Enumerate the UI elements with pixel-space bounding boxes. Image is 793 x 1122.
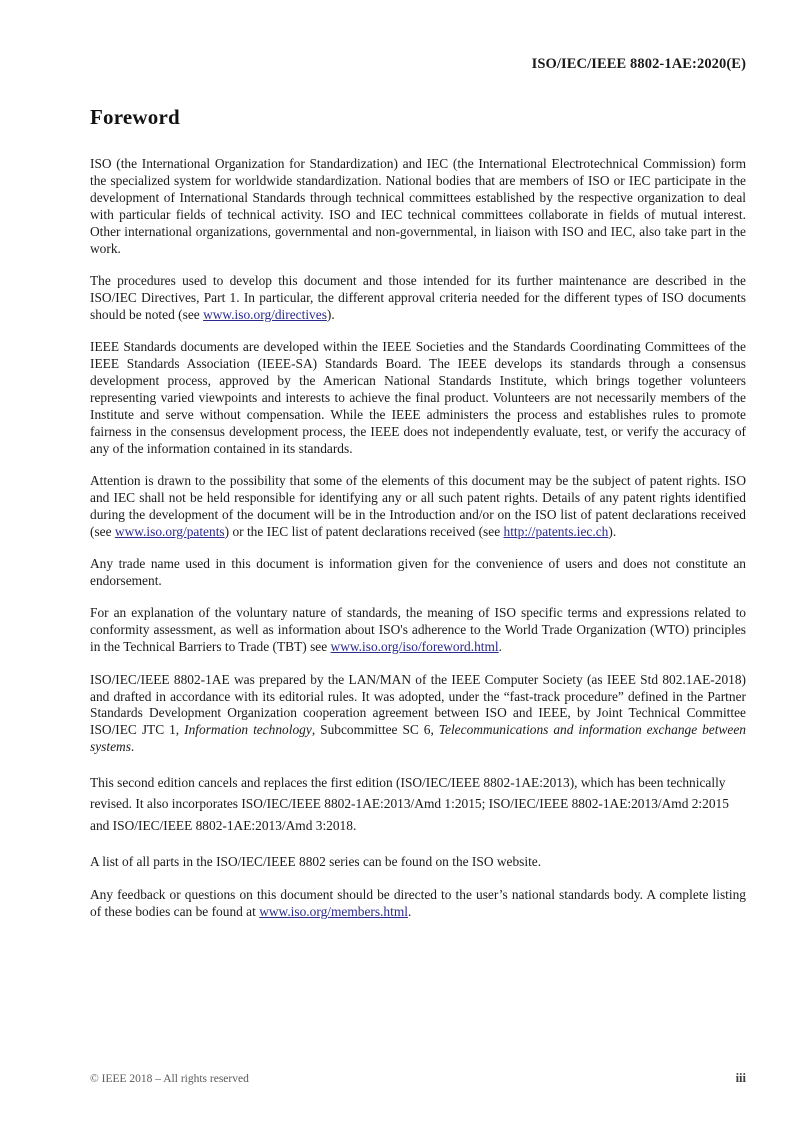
paragraph-text: IEEE Standards documents are developed within the IEEE Societies and the Standards Coordinating Committees of the IEEE Standards Association (IEEE-SA) Standards Board. The IEEE develops its standards through a consensus development process, approved by the American National Standards Institute, which brings together volunteers representing varied viewpoints and interests to achieve the final product. Volunteers are not necessarily members of the Institute and serve without compensation. While the IEEE administers the process and establishes rules to promote fairness in the consensus development process, the IEEE does not independently evaluate, test, or verify the accuracy of any of the information contained in its standards. [90, 339, 746, 456]
page-title: Foreword [90, 105, 180, 129]
link-iso-directives[interactable]: www.iso.org/directives [203, 306, 327, 322]
paragraph-feedback [90, 887, 746, 921]
paragraph-text-tail: . [130, 739, 135, 755]
paragraph-patent-rights [90, 473, 746, 541]
foreword-content [90, 105, 746, 921]
paragraph-procedures [90, 273, 746, 324]
paragraph-text-lead: The procedures used to develop this document and those intended for its further maintenance are described in the ISO/IEC Directives, Part 1. In particular, the different approval criteria needed for the different types of ISO documents should be noted (see [90, 272, 746, 322]
paragraph-iso-iec-intro [90, 156, 746, 257]
paragraph-text-lead: Any feedback or questions on this document should be directed to the user’s national standards body. A complete listing of these bodies can be found at [90, 887, 746, 919]
paragraph-parts-list [90, 854, 746, 871]
paragraph-text: Any trade name used in this document is information given for the convenience of users and does not constitute an endorsement. [90, 556, 746, 589]
paragraph-text: ISO (the International Organization for Standardization) and IEC (the International Electrotechnical Commission) form the specialized system for worldwide standardization. National bodies that are members of ISO or IEC participate in the development of International Standards through technical committees established by the respective organization to deal with particular fields of technical activity. ISO and IEC technical committees collaborate in fields of mutual interest. Other international organizations, governmental and non-governmental, in liaison with ISO and IEC, also take part in the work. [90, 156, 746, 256]
page-number: iii [735, 1071, 746, 1085]
link-iso-patents[interactable]: www.iso.org/patents [114, 523, 225, 539]
paragraph-second-edition [90, 772, 746, 837]
link-iso-members[interactable]: www.iso.org/members.html [259, 904, 408, 919]
subcommittee-title-sc6: Telecommunications and information exchange between systems [90, 722, 746, 755]
paragraph-text-tail: . [498, 639, 503, 655]
paragraph-text: This second edition cancels and replaces the first edition (ISO/IEC/IEEE 8802-1AE:2013), which has been technically revised. It also incorporates ISO/IEC/IEEE 8802-1AE:2013/Amd 1:2015; ISO/IEC/IEEE 8802-1AE:2013/Amd 2:2015 and ISO/IEC/IEEE 8802-1AE:2013/Amd 3:2018. [90, 774, 729, 833]
paragraph-trade-name [90, 556, 746, 590]
page-footer [90, 1071, 746, 1086]
paragraph-text: A list of all parts in the ISO/IEC/IEEE 8802 series can be found on the ISO website. [90, 854, 542, 870]
link-iec-patents[interactable]: http://patents.iec.ch [503, 523, 609, 539]
paragraph-text-lead: For an explanation of the voluntary nature of standards, the meaning of ISO specific terms and expressions related to conformity assessment, as well as information about ISO's adherence to the World Trade Organization (WTO) principles in the Technical Barriers to Trade (TBT) see [90, 605, 746, 655]
paragraph-voluntary-nature [90, 605, 746, 656]
link-iso-foreword[interactable]: www.iso.org/iso/foreword.html [330, 639, 499, 655]
paragraph-text-mid: , Subcommittee SC 6, [311, 722, 439, 738]
document-standard-reference: ISO/IEC/IEEE 8802-1AE:2020(E) [531, 56, 746, 72]
paragraph-ieee-standards-development [90, 339, 746, 457]
paragraph-text-tail: ). [326, 306, 335, 322]
paragraph-text-tail: . [407, 904, 412, 919]
paragraph-text-mid: ) or the IEC list of patent declarations received (see [224, 523, 504, 539]
paragraph-text-lead: Attention is drawn to the possibility that some of the elements of this document may be the subject of patent rights. ISO and IEC shall not be held responsible for identifying any or all such patent rights. Details of any patent rights identified during the development of the document will be in the Introduction and/or on the ISO list of patent declarations received (see [90, 473, 746, 539]
committee-title-jtc1: Information technology [184, 722, 312, 738]
copyright-notice: © IEEE 2018 – All rights reserved [90, 1073, 249, 1085]
paragraph-preparation-committee [90, 672, 746, 757]
paragraph-text-lead: ISO/IEC/IEEE 8802-1AE was prepared by the LAN/MAN of the IEEE Computer Society (as IEEE Std 802.1AE-2018) and drafted in accordance with its editorial rules. It was adopted, under the “fast-track procedure” defined in the Partner Standards Development Organization cooperation agreement between ISO and IEEE, by Joint Technical Committee ISO/IEC JTC 1, [90, 671, 746, 738]
paragraph-text-tail: ). [608, 523, 617, 539]
